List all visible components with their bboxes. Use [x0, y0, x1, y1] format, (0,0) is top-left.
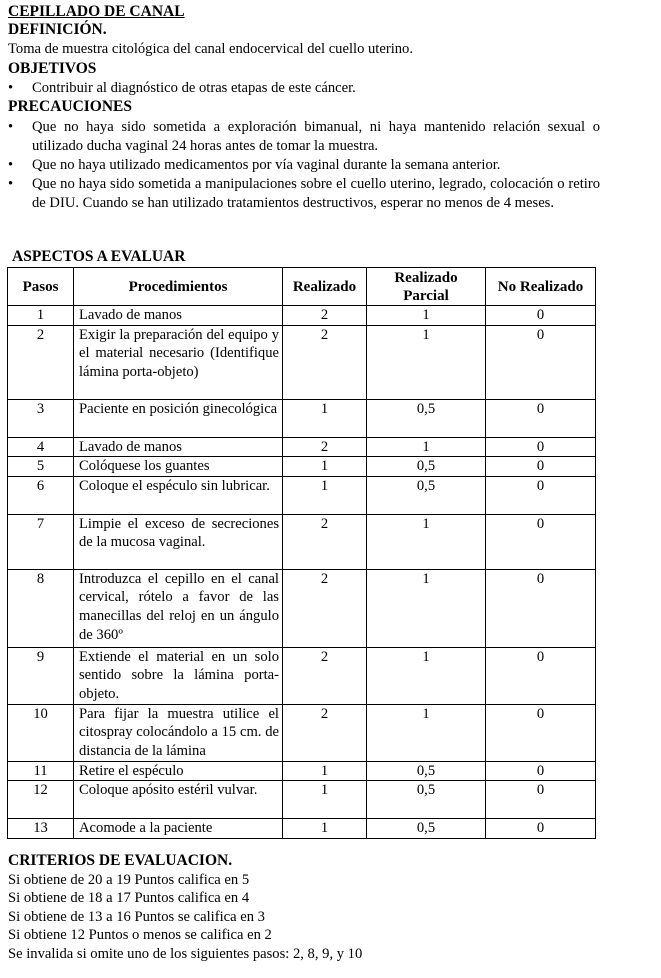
criteria-section — [8, 852, 608, 963]
score-partial: 0,5 — [367, 476, 486, 514]
score-partial: 0,5 — [367, 781, 486, 819]
precautions-heading: PRECAUCIONES — [8, 98, 133, 115]
score-not-done: 0 — [486, 306, 596, 326]
precaution-item: • Que no haya utilizado medicamentos por vía vaginal durante la semana anterior. — [8, 157, 501, 173]
table-row — [8, 781, 596, 819]
step-number: 10 — [8, 704, 74, 761]
document-title: CEPILLADO DE CANAL — [8, 3, 185, 20]
definition-heading: DEFINICIÓN. — [8, 21, 107, 38]
score-done: 1 — [283, 761, 367, 781]
step-number: 12 — [8, 781, 74, 819]
score-not-done: 0 — [486, 476, 596, 514]
step-number: 6 — [8, 476, 74, 514]
score-not-done: 0 — [486, 325, 596, 399]
step-number: 8 — [8, 569, 74, 647]
score-not-done: 0 — [486, 647, 596, 704]
score-done: 2 — [283, 514, 367, 569]
score-done: 2 — [283, 647, 367, 704]
criteria-line: Si obtiene 12 Puntos o menos se califica en 2 — [8, 927, 272, 943]
table-row — [8, 647, 596, 704]
score-not-done: 0 — [486, 704, 596, 761]
score-partial: 1 — [367, 647, 486, 704]
score-partial: 0,5 — [367, 457, 486, 477]
score-done: 2 — [283, 325, 367, 399]
procedure-text: Extiende el material en un solo sentido sobre la lámina porta-objeto. — [74, 647, 283, 704]
bullet-icon: • — [8, 80, 14, 96]
procedure-text: Lavado de manos — [74, 437, 283, 457]
score-done: 2 — [283, 437, 367, 457]
table-row — [8, 457, 596, 477]
score-done: 1 — [283, 457, 367, 477]
score-not-done: 0 — [486, 819, 596, 839]
score-partial: 1 — [367, 306, 486, 326]
procedure-text: Coloque el espéculo sin lubricar. — [74, 476, 283, 514]
table-row — [8, 514, 596, 569]
bullet-icon: • — [8, 176, 14, 192]
procedure-text: Colóquese los guantes — [74, 457, 283, 477]
score-not-done: 0 — [486, 514, 596, 569]
table-header-row — [8, 268, 596, 306]
score-partial: 1 — [367, 569, 486, 647]
score-done: 2 — [283, 306, 367, 326]
score-done: 2 — [283, 569, 367, 647]
criteria-line: Si obtiene de 20 a 19 Puntos califica en 5 — [8, 871, 250, 888]
definition-text: Toma de muestra citológica del canal endocervical del cuello uterino. — [8, 41, 413, 57]
objective-item: • Contribuir al diagnóstico de otras etapas de este cáncer. — [8, 80, 356, 96]
score-partial: 1 — [367, 325, 486, 399]
evaluation-table — [7, 267, 596, 839]
procedure-text: Retire el espéculo — [74, 761, 283, 781]
precaution-item: • Que no haya sido sometida a manipulaciones sobre el cuello uterino, legrado, colocación o retiro de DIU. Cuando se han utilizado tratamientos destructivos, esperar no menos de 4 meses. — [8, 176, 600, 211]
table-row — [8, 819, 596, 839]
score-partial: 1 — [367, 437, 486, 457]
procedure-text: Exigir la preparación del equipo y el material necesario (Identifique lámina porta-objeto) — [74, 325, 283, 399]
procedure-text: Paciente en posición ginecológica — [74, 399, 283, 437]
score-not-done: 0 — [486, 761, 596, 781]
procedure-text: Para fijar la muestra utilice el citospray colocándolo a 15 cm. de distancia de la lámina — [74, 704, 283, 761]
step-number: 9 — [8, 647, 74, 704]
score-partial: 1 — [367, 514, 486, 569]
table-row — [8, 437, 596, 457]
procedure-text: Introduzca el cepillo en el canal cervical, rótelo a favor de las manecillas del reloj en un ángulo de 360º — [74, 569, 283, 647]
bullet-icon: • — [8, 157, 14, 173]
procedure-text: Lavado de manos — [74, 306, 283, 326]
step-number: 3 — [8, 399, 74, 437]
score-not-done: 0 — [486, 781, 596, 819]
col-header-not-done: No Realizado — [486, 268, 596, 306]
score-not-done: 0 — [486, 457, 596, 477]
table-row — [8, 399, 596, 437]
procedure-text: Acomode a la paciente — [74, 819, 283, 839]
score-done: 1 — [283, 819, 367, 839]
step-number: 13 — [8, 819, 74, 839]
step-number: 11 — [8, 761, 74, 781]
step-number: 5 — [8, 457, 74, 477]
col-header-partial: Realizado Parcial — [367, 268, 486, 306]
bullet-icon: • — [8, 119, 14, 135]
table-row — [8, 761, 596, 781]
table-row — [8, 569, 596, 647]
criteria-line: Se invalida si omite uno de los siguientes pasos: 2, 8, 9, y 10 — [8, 945, 363, 962]
col-header-done: Realizado — [283, 268, 367, 306]
table-row — [8, 325, 596, 399]
precaution-item: • Que no haya sido sometida a exploración bimanual, ni haya mantenido relación sexual o utilizado ducha vaginal 24 horas antes de tomar la muestra. — [8, 119, 600, 154]
criteria-line: Si obtiene de 18 a 17 Puntos califica en 4 — [8, 890, 250, 906]
col-header-steps: Pasos — [8, 268, 74, 306]
score-partial: 0,5 — [367, 819, 486, 839]
score-done: 1 — [283, 476, 367, 514]
score-done: 1 — [283, 399, 367, 437]
table-row — [8, 306, 596, 326]
col-header-procedures: Procedimientos — [74, 268, 283, 306]
score-done: 1 — [283, 781, 367, 819]
score-not-done: 0 — [486, 399, 596, 437]
table-row — [8, 476, 596, 514]
score-done: 2 — [283, 704, 367, 761]
score-partial: 0,5 — [367, 761, 486, 781]
criteria-line: Si obtiene de 13 a 16 Puntos se califica en 3 — [8, 908, 265, 925]
score-not-done: 0 — [486, 437, 596, 457]
score-not-done: 0 — [486, 569, 596, 647]
step-number: 4 — [8, 437, 74, 457]
score-partial: 0,5 — [367, 399, 486, 437]
step-number: 7 — [8, 514, 74, 569]
procedure-text: Coloque apósito estéril vulvar. — [74, 781, 283, 819]
score-partial: 1 — [367, 704, 486, 761]
table-row — [8, 704, 596, 761]
criteria-heading: CRITERIOS DE EVALUACION. — [8, 852, 233, 869]
step-number: 1 — [8, 306, 74, 326]
evaluation-heading: ASPECTOS A EVALUAR — [12, 248, 186, 265]
step-number: 2 — [8, 325, 74, 399]
procedure-text: Limpie el exceso de secreciones de la mucosa vaginal. — [74, 514, 283, 569]
objectives-heading: OBJETIVOS — [8, 60, 97, 77]
